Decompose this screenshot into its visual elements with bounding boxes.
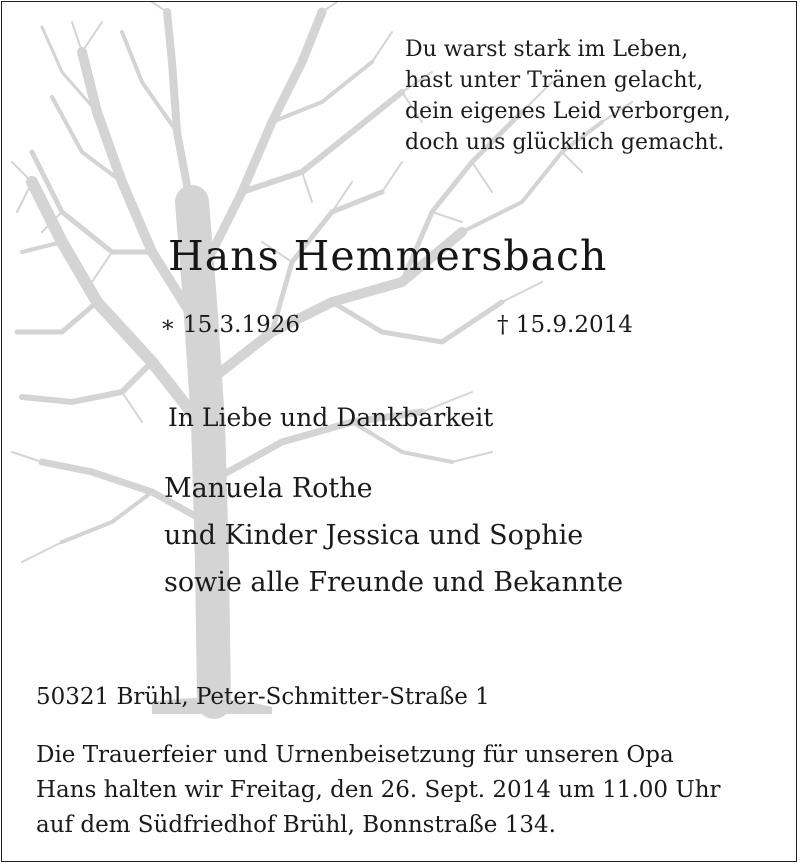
mourner-line: sowie alle Freunde und Bekannte <box>164 567 624 598</box>
notice-line: auf dem Südfriedhof Brühl, Bonnstraße 134. <box>36 812 556 838</box>
mourner-line: Manuela Rothe <box>164 473 373 504</box>
address: 50321 Brühl, Peter-Schmitter-Straße 1 <box>36 684 490 710</box>
poem-line: Du warst stark im Leben, <box>405 37 689 62</box>
notice-line: Die Trauerfeier und Urnenbeisetzung für unseren Opa <box>36 742 674 768</box>
mourners-list <box>164 465 623 606</box>
poem-line: dein eigenes Leid verborgen, <box>405 99 731 124</box>
death-date: † 15.9.2014 <box>497 312 633 338</box>
notice-line: Hans halten wir Freitag, den 26. Sept. 2014 um 11.00 Uhr <box>36 777 721 803</box>
poem-line: doch uns glücklich gemacht. <box>405 130 725 155</box>
mourners-intro: In Liebe und Dankbarkeit <box>168 403 494 432</box>
poem-line: hast unter Tränen gelacht, <box>405 68 704 93</box>
poem <box>405 34 731 158</box>
birth-date: ∗ 15.3.1926 <box>160 312 300 338</box>
funeral-notice <box>36 738 721 843</box>
mourner-line: und Kinder Jessica und Sophie <box>164 520 584 551</box>
deceased-name: Hans Hemmersbach <box>168 232 608 280</box>
obituary-notice <box>1 1 797 862</box>
